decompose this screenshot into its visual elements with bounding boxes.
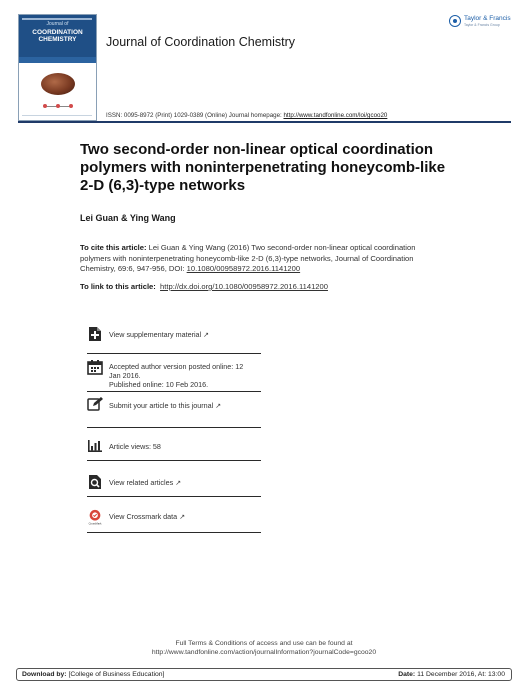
calendar-icon [87,359,103,375]
crossmark-icon [87,509,103,525]
article-authors: Lei Guan & Ying Wang [80,213,176,223]
journal-title[interactable]: Journal of Coordination Chemistry [106,35,295,49]
citation [80,243,440,275]
supplementary-icon [87,326,103,342]
cover-image [41,73,75,95]
publisher-logo-icon [449,15,461,27]
download-date-label: Date: [398,671,416,678]
cover-band [19,57,96,63]
download-date-value: 11 December 2016, At: 13:00 [415,671,505,678]
edit-icon [87,396,103,412]
terms-url[interactable]: http://www.tandfonline.com/action/journalInformation?journalCode=gcoo20 [151,649,377,656]
article-link-url[interactable]: http://dx.doi.org/10.1080/00958972.2016.1141200 [160,282,328,291]
bar-chart-icon [87,438,103,454]
article-actions [87,320,261,533]
crossmark-item[interactable] [87,497,261,533]
journal-homepage-link[interactable]: http://www.tandfonline.com/loi/gcoo20 [283,112,388,119]
submit-article-item[interactable] [87,392,261,428]
crossmark-label: View Crossmark data ↗ [109,512,186,521]
journal-cover[interactable] [18,14,97,121]
article-link-line [80,282,328,291]
article-link-label: To link to this article: [80,282,156,291]
published-date: Published online: 10 Feb 2016. [109,380,209,389]
publisher-logo[interactable] [449,14,519,36]
supplementary-label: View supplementary material ↗ [109,330,210,339]
related-articles-label: View related articles ↗ [109,478,182,487]
cover-rule [22,18,92,20]
related-articles-item[interactable] [87,461,261,497]
search-document-icon [87,474,103,490]
external-link-icon: ↗ [203,332,210,339]
publisher-sub: Taylor & Francis Group [464,23,500,27]
download-info-bar [16,668,512,681]
cover-molecule [43,101,73,111]
article-title: Two second-order non-linear optical coordination polymers with noninterpenetrating honeycomb-like 2-D (6,3)-type networks [80,141,446,194]
cover-footer-rule [22,115,92,116]
article-views-item [87,428,261,461]
issn-line [106,112,387,119]
cover-title-line2: CHEMISTRY [38,36,77,43]
accepted-line1: Accepted author version posted online: 12 [109,362,244,371]
external-link-icon: ↗ [175,480,182,487]
supplementary-item[interactable] [87,320,261,354]
terms-line: Full Terms & Conditions of access and use can be found at [175,640,353,647]
publication-history-item [87,354,261,392]
external-link-icon: ↗ [179,514,186,521]
citation-text: Lei Guan & Ying Wang (2016) Two second-order non-linear optical coordination polymers with noninterpenetrating honeycomb-like 2-D (6,3)-type networks, Journal of Coordination Chemistry, 69:6, 947-956, DOI: [80,243,416,273]
publisher-name: Taylor & Francis [464,15,511,22]
article-views-label: Article views: 58 [109,442,161,451]
external-link-icon: ↗ [215,403,222,410]
citation-label: To cite this article: [80,243,147,252]
citation-doi-link[interactable]: 10.1080/00958972.2016.1141200 [186,264,301,273]
download-by [22,671,164,678]
cover-journal-of: Journal of [46,21,69,27]
download-by-label: Download by: [22,671,67,678]
download-by-value: [College of Business Education] [66,671,165,678]
cover-title-line1: COORDINATION [32,29,83,36]
header-divider [18,121,511,123]
crossmark-logo-text: CrossMark [88,522,102,525]
download-date [398,671,505,678]
submit-article-label: Submit your article to this journal ↗ [109,401,222,410]
accepted-line2: Jan 2016. [109,371,141,380]
publication-history-text [109,362,243,389]
issn-text: ISSN: 0095-8972 (Print) 1029-0389 (Online) Journal homepage: [106,112,284,119]
